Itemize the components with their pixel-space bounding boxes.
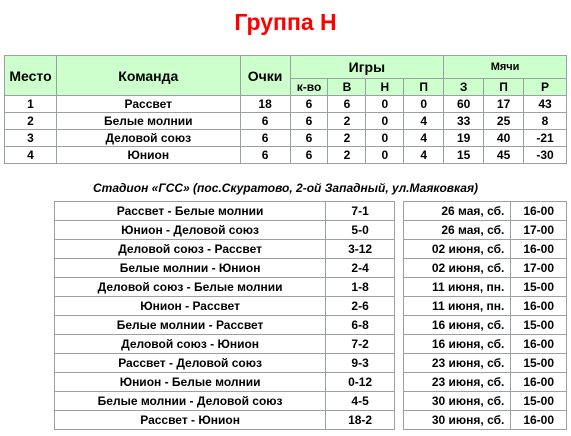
match-score: 18-2 xyxy=(326,411,395,430)
match-pair: Рассвет - Белые молнии xyxy=(55,202,326,221)
schedule-row xyxy=(404,392,567,411)
match-pair: Деловой союз - Рассвет xyxy=(55,240,326,259)
match-score: 9-3 xyxy=(326,354,395,373)
match-row xyxy=(55,411,395,430)
team-cell: Юнион xyxy=(56,147,240,164)
schedule-row xyxy=(404,259,567,278)
match-date: 02 июня, сб. xyxy=(404,259,511,278)
goal-diff-cell: -21 xyxy=(524,130,567,147)
match-score: 4-5 xyxy=(326,392,395,411)
match-date: 26 мая, сб. xyxy=(404,202,511,221)
match-score: 1-8 xyxy=(326,278,395,297)
match-score: 7-1 xyxy=(326,202,395,221)
header-losses: П xyxy=(404,79,444,96)
header-points: Очки xyxy=(240,56,290,96)
goals-for-cell: 33 xyxy=(444,113,484,130)
header-team: Команда xyxy=(56,56,240,96)
match-time: 16-00 xyxy=(511,335,567,354)
match-date: 30 июня, сб. xyxy=(404,392,511,411)
match-time: 17-00 xyxy=(511,221,567,240)
header-goal-diff: Р xyxy=(524,79,567,96)
page-title: Группа Н xyxy=(234,9,337,35)
match-date: 16 июня, сб. xyxy=(404,316,511,335)
played-cell: 6 xyxy=(290,130,328,147)
schedule-row xyxy=(404,202,567,221)
match-pair: Юнион - Рассвет xyxy=(55,297,326,316)
match-date: 11 июня, пн. xyxy=(404,297,511,316)
standings-row xyxy=(5,96,567,113)
match-pair: Деловой союз - Юнион xyxy=(55,335,326,354)
team-cell: Рассвет xyxy=(56,96,240,113)
header-draws: Н xyxy=(366,79,404,96)
match-date: 02 июня, сб. xyxy=(404,240,511,259)
schedule-table xyxy=(403,201,567,430)
match-score: 0-12 xyxy=(326,373,395,392)
draws-cell: 0 xyxy=(366,130,404,147)
match-date: 30 июня, сб. xyxy=(404,411,511,430)
match-date: 26 мая, сб. xyxy=(404,221,511,240)
header-goals-against: П xyxy=(484,79,524,96)
match-time: 15-00 xyxy=(511,278,567,297)
place-cell: 4 xyxy=(5,147,57,164)
losses-cell: 0 xyxy=(404,96,444,113)
header-place: Место xyxy=(5,56,57,96)
match-time: 16-00 xyxy=(511,297,567,316)
match-pair: Белые молнии - Деловой союз xyxy=(55,392,326,411)
match-time: 16-00 xyxy=(511,240,567,259)
match-score: 5-0 xyxy=(326,221,395,240)
match-pair: Белые молнии - Рассвет xyxy=(55,316,326,335)
team-cell: Деловой союз xyxy=(56,130,240,147)
schedule-row xyxy=(404,335,567,354)
team-cell: Белые молнии xyxy=(56,113,240,130)
schedule-row xyxy=(404,373,567,392)
goals-for-cell: 60 xyxy=(444,96,484,113)
match-row xyxy=(55,259,395,278)
match-score: 3-12 xyxy=(326,240,395,259)
match-pair: Деловой союз - Белые молнии xyxy=(55,278,326,297)
header-goals: Мячи xyxy=(444,56,567,79)
losses-cell: 4 xyxy=(404,147,444,164)
match-time: 17-00 xyxy=(511,259,567,278)
match-pair: Юнион - Белые молнии xyxy=(55,373,326,392)
draws-cell: 0 xyxy=(366,147,404,164)
header-wins: В xyxy=(328,79,366,96)
wins-cell: 2 xyxy=(328,147,366,164)
match-score: 6-8 xyxy=(326,316,395,335)
goal-diff-cell: 8 xyxy=(524,113,567,130)
goals-against-cell: 17 xyxy=(484,96,524,113)
header-games: Игры xyxy=(290,56,444,79)
schedule-row xyxy=(404,354,567,373)
match-time: 15-00 xyxy=(511,392,567,411)
header-goals-for: З xyxy=(444,79,484,96)
match-time: 16-00 xyxy=(511,373,567,392)
match-score: 2-6 xyxy=(326,297,395,316)
match-date: 23 июня, сб. xyxy=(404,354,511,373)
stadium-caption: Стадион «ГСС» (пос.Скуратово, 2-ой Западный, ул.Маяковкая) xyxy=(92,181,479,195)
goal-diff-cell: 43 xyxy=(524,96,567,113)
match-score: 2-4 xyxy=(326,259,395,278)
goals-against-cell: 25 xyxy=(484,113,524,130)
wins-cell: 2 xyxy=(328,130,366,147)
schedule-row xyxy=(404,297,567,316)
match-row xyxy=(55,297,395,316)
place-cell: 2 xyxy=(5,113,57,130)
standings-row xyxy=(5,113,567,130)
points-cell: 6 xyxy=(240,130,290,147)
match-time: 15-00 xyxy=(511,316,567,335)
match-row xyxy=(55,240,395,259)
draws-cell: 0 xyxy=(366,113,404,130)
match-time: 16-00 xyxy=(511,202,567,221)
match-row xyxy=(55,278,395,297)
matches-table xyxy=(54,201,395,430)
points-cell: 6 xyxy=(240,113,290,130)
place-cell: 3 xyxy=(5,130,57,147)
goals-for-cell: 19 xyxy=(444,130,484,147)
schedule-row xyxy=(404,240,567,259)
match-pair: Рассвет - Деловой союз xyxy=(55,354,326,373)
match-pair: Рассвет - Юнион xyxy=(55,411,326,430)
draws-cell: 0 xyxy=(366,96,404,113)
match-score: 7-2 xyxy=(326,335,395,354)
goals-against-cell: 40 xyxy=(484,130,524,147)
wins-cell: 6 xyxy=(328,96,366,113)
standings-row xyxy=(5,130,567,147)
goals-for-cell: 15 xyxy=(444,147,484,164)
schedule-row xyxy=(404,411,567,430)
match-row xyxy=(55,392,395,411)
match-pair: Белые молнии - Юнион xyxy=(55,259,326,278)
match-pair: Юнион - Деловой союз xyxy=(55,221,326,240)
losses-cell: 4 xyxy=(404,113,444,130)
match-date: 23 июня, сб. xyxy=(404,373,511,392)
match-row xyxy=(55,316,395,335)
goal-diff-cell: -30 xyxy=(524,147,567,164)
header-played: к-во xyxy=(290,79,328,96)
place-cell: 1 xyxy=(5,96,57,113)
match-date: 16 июня, сб. xyxy=(404,335,511,354)
schedule-row xyxy=(404,221,567,240)
points-cell: 6 xyxy=(240,147,290,164)
match-row xyxy=(55,373,395,392)
wins-cell: 2 xyxy=(328,113,366,130)
schedule-row xyxy=(404,316,567,335)
points-cell: 18 xyxy=(240,96,290,113)
losses-cell: 4 xyxy=(404,130,444,147)
match-date: 11 июня, пн. xyxy=(404,278,511,297)
standings-row xyxy=(5,147,567,164)
match-time: 15-00 xyxy=(511,354,567,373)
standings-table xyxy=(4,55,567,164)
played-cell: 6 xyxy=(290,147,328,164)
goals-against-cell: 45 xyxy=(484,147,524,164)
played-cell: 6 xyxy=(290,113,328,130)
match-time: 16-00 xyxy=(511,411,567,430)
match-row xyxy=(55,221,395,240)
played-cell: 6 xyxy=(290,96,328,113)
match-row xyxy=(55,335,395,354)
match-row xyxy=(55,354,395,373)
match-row xyxy=(55,202,395,221)
schedule-row xyxy=(404,278,567,297)
